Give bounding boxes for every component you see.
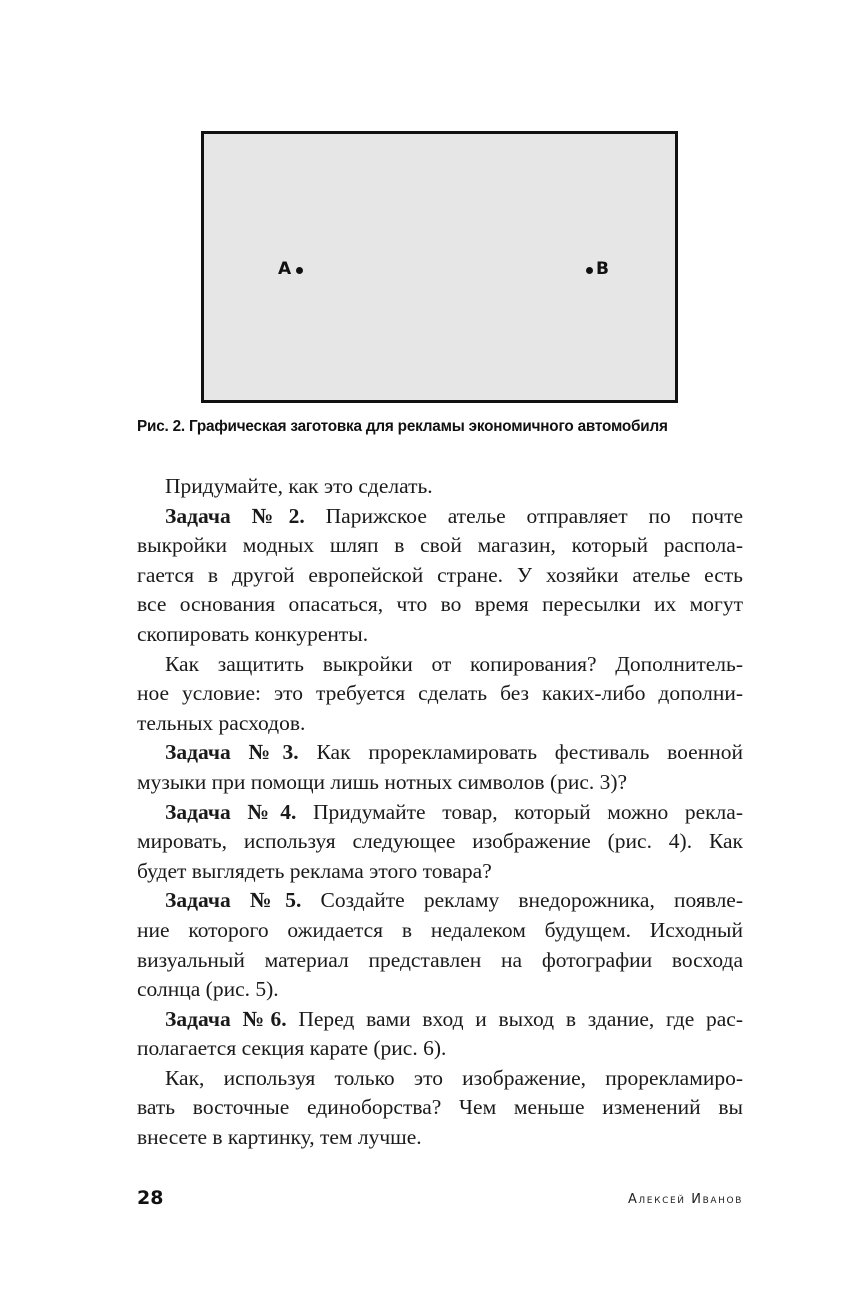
line-text: Перед вами вход и выход в здание, где рас- xyxy=(286,1006,744,1031)
task-heading: Задача №6. xyxy=(165,1006,287,1031)
text-line xyxy=(137,916,743,946)
line-text: скопировать конкуренты. xyxy=(137,621,369,646)
line-text: ние которого ожидается в недалеком будущем. Исходный xyxy=(137,917,743,942)
figure-image xyxy=(201,131,678,403)
text-line xyxy=(137,1123,743,1153)
point-a-dot xyxy=(296,267,303,274)
text-line xyxy=(137,650,743,680)
text-line xyxy=(137,1093,743,1123)
paragraph xyxy=(137,472,743,502)
line-text: Как, используя только это изображение, прорекламиро- xyxy=(165,1065,743,1090)
text-line xyxy=(137,946,743,976)
point-b-label: B xyxy=(596,259,609,279)
text-line xyxy=(137,827,743,857)
text-line xyxy=(137,798,743,828)
text-line xyxy=(137,590,743,620)
paragraph xyxy=(137,1064,743,1153)
task-heading: Задача №5. xyxy=(165,888,302,913)
text-line xyxy=(137,975,743,1005)
text-line xyxy=(137,1064,743,1094)
line-text: Создайте рекламу внедорожника, появле- xyxy=(301,888,744,913)
text-line xyxy=(137,620,743,650)
running-header-author: Алексей Иванов xyxy=(627,1192,743,1207)
text-line xyxy=(137,738,743,768)
text-line xyxy=(137,1005,743,1035)
paragraph xyxy=(137,502,743,650)
line-text: музыки при помощи лишь нотных символов (рис. 3)? xyxy=(137,769,628,794)
line-text: будет выглядеть реклама этого товара? xyxy=(137,858,492,883)
line-text: полагается секция карате (рис. 6). xyxy=(137,1036,447,1061)
text-line xyxy=(137,886,743,916)
line-text: вать восточные единоборства? Чем меньше изменений вы xyxy=(137,1095,743,1120)
line-text: Как защитить выкройки от копирования? Дополнитель- xyxy=(165,651,743,676)
task-heading: Задача №3. xyxy=(165,740,299,765)
body-text xyxy=(137,472,743,1153)
text-line xyxy=(137,768,743,798)
point-b-dot xyxy=(586,267,593,274)
line-text: тельных расходов. xyxy=(137,710,306,735)
line-text: ное условие: это требуется сделать без каких-либо дополни- xyxy=(137,681,743,706)
text-line xyxy=(137,857,743,887)
line-text: выкройки модных шляп в свой магазин, который распола- xyxy=(137,533,743,558)
paragraph xyxy=(137,650,743,739)
line-text: гается в другой европейской стране. У хозяйки ателье есть xyxy=(137,562,743,587)
text-line xyxy=(137,531,743,561)
text-line xyxy=(137,1034,743,1064)
line-text: все основания опасаться, что во время пересылки их могут xyxy=(137,592,743,617)
line-text: внесете в картинку, тем лучше. xyxy=(137,1125,422,1150)
line-text: солнца (рис. 5). xyxy=(137,977,279,1002)
paragraph xyxy=(137,886,743,1004)
text-line xyxy=(137,709,743,739)
line-text: Придумайте товар, который можно рекла- xyxy=(296,799,743,824)
line-text: мировать, используя следующее изображение (рис. 4). Как xyxy=(137,829,743,854)
text-line xyxy=(137,679,743,709)
paragraph xyxy=(137,738,743,797)
text-line xyxy=(137,502,743,532)
page-number: 28 xyxy=(137,1187,164,1209)
line-text: Как прорекламировать фестиваль военной xyxy=(298,740,743,765)
task-heading: Задача №2. xyxy=(165,503,305,528)
paragraph xyxy=(137,1005,743,1064)
line-text: Придумайте, как это сделать. xyxy=(165,474,433,498)
text-line xyxy=(137,472,743,502)
task-heading: Задача №4. xyxy=(165,799,297,824)
line-text: визуальный материал представлен на фотографии восхода xyxy=(137,947,743,972)
figure-caption: Рис. 2. Графическая заготовка для рекламы экономичного автомобиля xyxy=(137,418,668,435)
point-a-label: A xyxy=(278,259,292,279)
line-text: Парижское ателье отправляет по почте xyxy=(304,503,744,528)
text-line xyxy=(137,561,743,591)
paragraph xyxy=(137,798,743,887)
